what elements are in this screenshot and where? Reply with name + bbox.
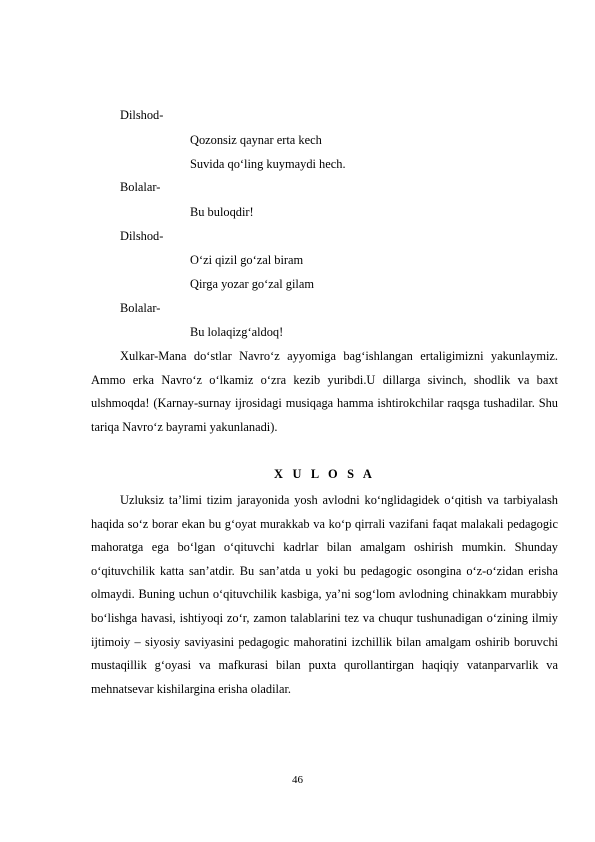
closing-paragraph: Xulkar-Mana do‘stlar Navro‘z ayyomiga bag‘ishlangan ertaligimizni yakunlaymiz. Ammo erka Navro‘z o‘lkamiz o‘zra kezib yuribdi.U dillarga sivinch, shodlik va baxt ulshmoqda! (Karnay-surnay ijrosidagi musiqaga hamma ishtirokchilar raqsga tushadilar. Shu tariqa Navro‘z bayrami yakunlanadi). xyxy=(91,349,558,434)
conclusion-paragraph-block xyxy=(91,489,558,701)
speaker-label: Bolalar- xyxy=(120,180,161,194)
verse-line: Qirga yozar go‘zal gilam xyxy=(190,277,314,291)
page-number: 46 xyxy=(292,774,303,786)
speaker-label: Bolalar- xyxy=(120,301,161,315)
conclusion-heading: X U L O S A xyxy=(274,467,375,481)
verse-line: Qozonsiz qaynar erta kech xyxy=(190,133,322,147)
verse-line: Bu lolaqizg‘aldoq! xyxy=(190,325,284,339)
conclusion-paragraph: Uzluksiz ta’limi tizim jarayonida yosh avlodni ko‘nglidagidek o‘qitish va tarbiyalash haqida so‘z borar ekan bu g‘oyat murakkab va ko‘p qirrali vazifani faqat malakali pedagogic mahoratga ega bo‘lgan o‘qituvchi kadrlar bilan amalgam oshirish mumkin. Shunday o‘qituvchilik katta san’atdir. Bu san’atda u yoki bu pedagogic osongina o‘z-o‘zidan erisha olmaydi. Buning uchun o‘qituvchilik kasbiga, ya’ni sog‘lom avlodning chinakkam murabbiy bo‘lishga havasi, ishtiyoqi zo‘r, zamon talablarini tez va chuqur tushunadigan o‘zining ilmiy ijtimoiy – siyosiy saviyasini pedagogic mahoratini izchillik bilan amalgam oshirib boruvchi mustaqillik g‘oyasi va mafkurasi bilan puxta qurollantirgan haqiqiy vatanparvarlik va mehnatsevar kishilargina erisha oladilar. xyxy=(91,493,558,696)
verse-line: Bu buloqdir! xyxy=(190,205,254,219)
verse-line: Suvida qo‘ling kuymaydi hech. xyxy=(190,157,346,171)
speaker-label: Dilshod- xyxy=(120,108,164,122)
speaker-label: Dilshod- xyxy=(120,229,164,243)
closing-paragraph-block xyxy=(91,345,558,439)
verse-line: O‘zi qizil go‘zal biram xyxy=(190,253,304,267)
